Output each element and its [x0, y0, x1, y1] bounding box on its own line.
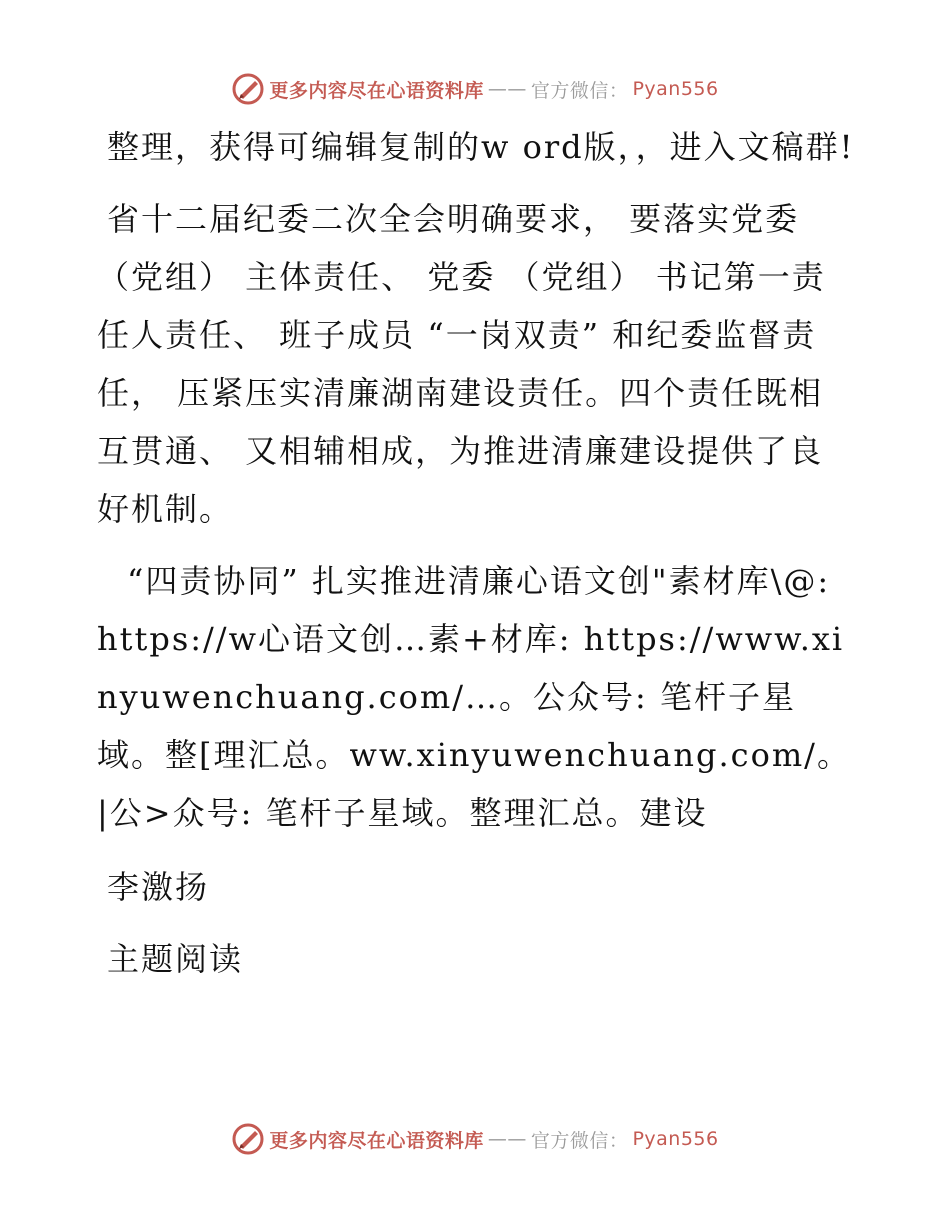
footer-contact-label: 官方微信：	[530, 1129, 629, 1152]
paragraph-source: “四责协同” 扎实推进清廉心语文创"素材库\@: https://w心语文创…素+材库: https://www.xinyuwenchuang.com/…。公众号: 笔杆子星域。整[理汇总。ww.xinyuwenchuang.com/。|公>众号: 笔杆子星域。整理汇总。建设	[97, 562, 851, 832]
brand-logo-icon	[231, 1122, 265, 1156]
footer-dash: ——	[487, 1128, 527, 1150]
footer-contact-id: Pyan556	[632, 1128, 719, 1150]
footer-banner	[0, 1122, 950, 1156]
brand-logo-icon	[231, 72, 265, 106]
document-body	[97, 118, 857, 988]
header-brand-text: 更多内容尽在心语资料库	[269, 79, 484, 102]
section-title: 主题阅读	[107, 940, 244, 978]
header-contact-id: Pyan556	[632, 78, 719, 100]
paragraph-intro: 整理，获得可编辑复制的w ord版，，进入文稿群!	[107, 128, 855, 166]
header-dash: ——	[487, 78, 527, 100]
footer-brand-text: 更多内容尽在心语资料库	[269, 1129, 484, 1152]
author-name: 李激扬	[107, 868, 210, 906]
header-banner	[0, 72, 950, 106]
header-contact-label: 官方微信：	[530, 79, 629, 102]
paragraph-main: 省十二届纪委二次全会明确要求， 要落实党委（党组） 主体责任、 党委 （党组） 书记第一责任人责任、 班子成员 “一岗双责” 和纪委监督责任， 压紧压实清廉湖南建设责任。四个责任既相互贯通、 又相辅相成，为推进清廉建设提供了良好机制。	[97, 200, 826, 528]
